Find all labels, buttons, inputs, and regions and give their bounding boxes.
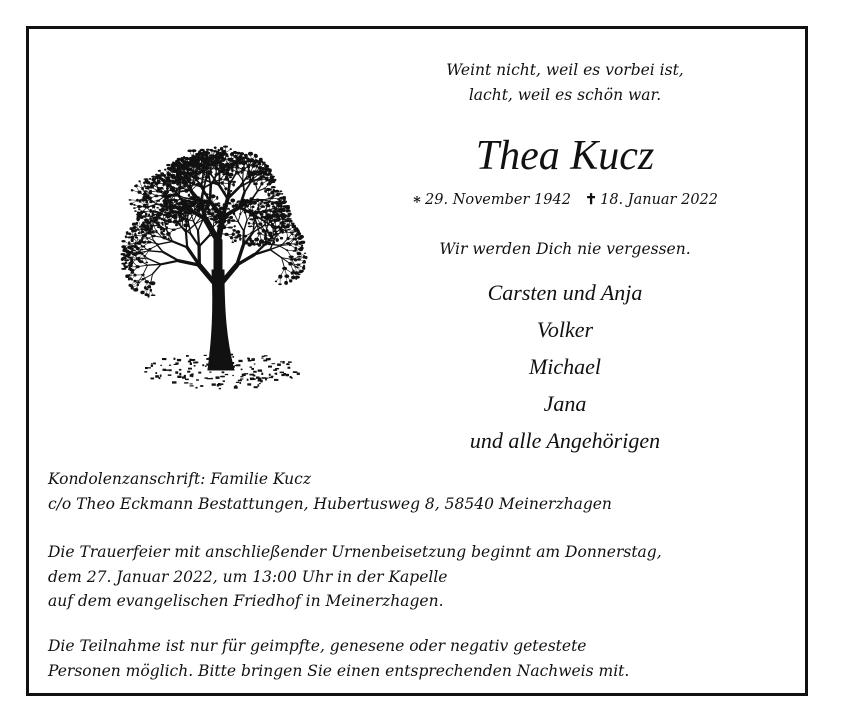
mourner: und alle Angehörigen	[469, 428, 661, 453]
mourners-list	[400, 274, 730, 459]
condolence-address	[48, 467, 768, 516]
motto-line-2: lacht, weil es schön war.	[468, 86, 662, 104]
mourner: Jana	[543, 391, 587, 416]
death-cross-icon: ✝	[584, 191, 598, 208]
ceremony-line-3: auf dem evangelischen Friedhof in Meinerzhagen.	[48, 592, 444, 610]
remembrance-line: Wir werden Dich nie vergessen.	[439, 240, 691, 258]
ceremony-line-2: dem 27. Januar 2022, um 13:00 Uhr in der Kapelle	[48, 567, 448, 586]
mourner: Carsten und Anja	[487, 280, 643, 305]
mourner: Volker	[536, 317, 594, 342]
death-date: 18. Januar 2022	[600, 192, 718, 208]
attendance-notice	[48, 634, 768, 683]
notice-line-2: Personen möglich. Bitte bringen Sie einen entsprechenden Nachweis mit.	[48, 661, 630, 680]
birth-date: 29. November 1942	[425, 192, 571, 208]
ceremony-line-1: Die Trauerfeier mit anschließender Urnenbeisetzung beginnt am Donnerstag,	[48, 543, 662, 561]
ceremony-info	[48, 540, 768, 614]
motto-line-1: Weint nicht, weil es vorbei ist,	[446, 61, 684, 79]
deceased-name: Thea Kucz	[475, 133, 655, 179]
life-dates	[400, 190, 730, 210]
tree-illustration-icon	[100, 70, 340, 390]
condolence-line-2: c/o Theo Eckmann Bestattungen, Hubertusweg 8, 58540 Meinerzhagen	[48, 494, 612, 513]
notice-line-1: Die Teilnahme ist nur für geimpfte, genesene oder negativ getestete	[48, 637, 587, 655]
motto	[400, 58, 730, 108]
condolence-line-1: Kondolenzanschrift: Familie Kucz	[48, 470, 312, 488]
birth-star-icon: ∗	[412, 191, 423, 208]
mourner: Michael	[528, 354, 602, 379]
